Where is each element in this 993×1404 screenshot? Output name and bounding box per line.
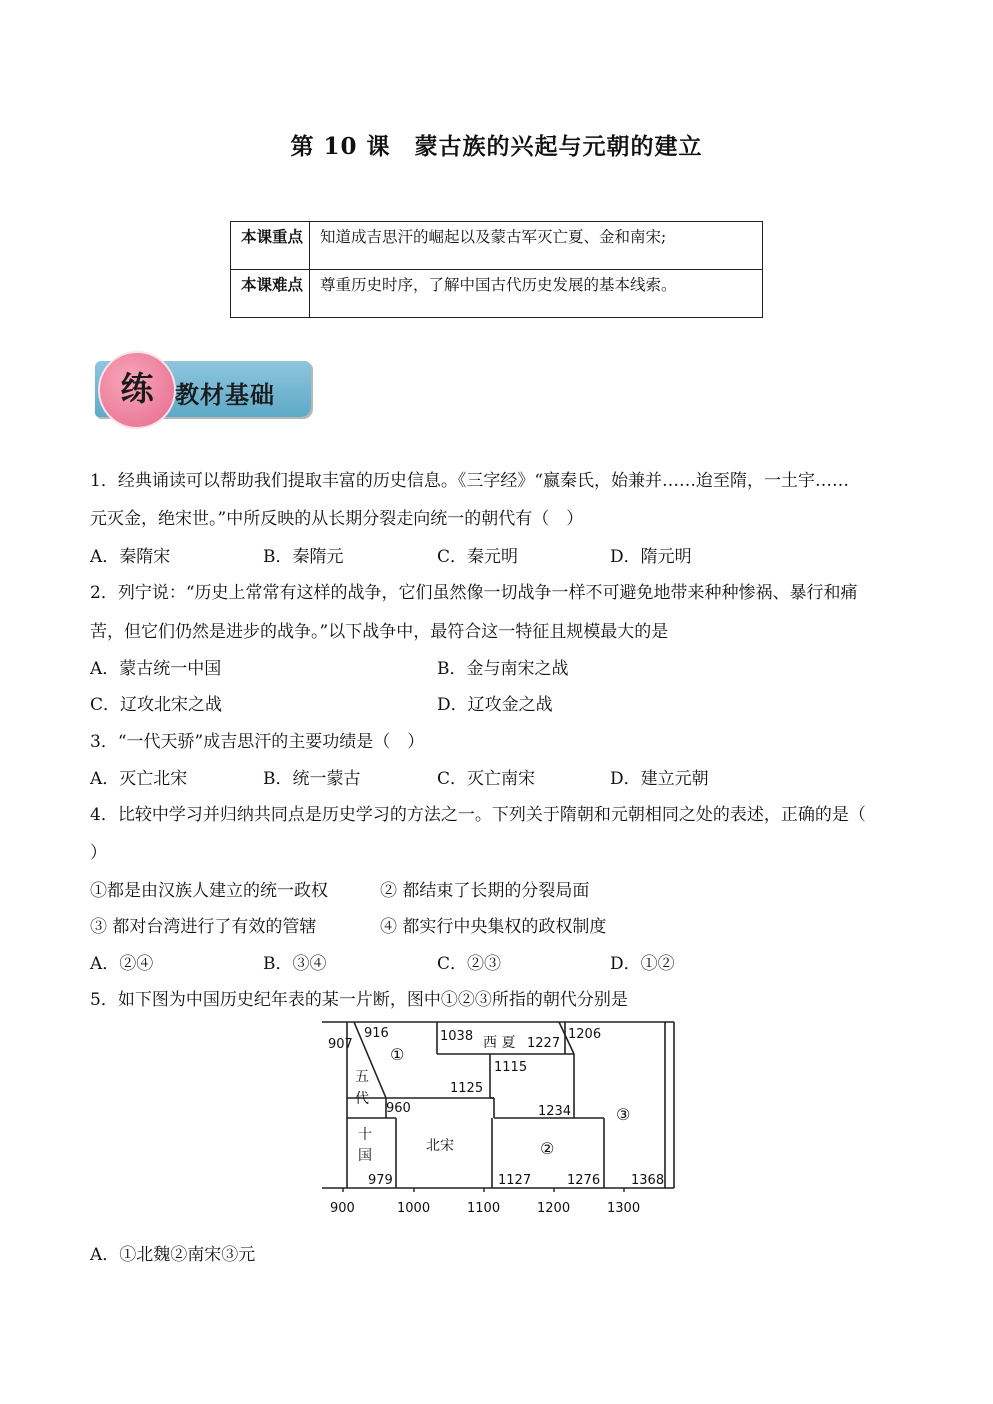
label-960: 960 <box>386 1101 411 1116</box>
q2-option-a: A．蒙古统一中国 <box>90 659 222 679</box>
label-circle-3: ③ <box>616 1105 631 1124</box>
section-banner <box>95 359 311 417</box>
lesson-focus-table <box>230 221 763 318</box>
q1-line1: 1．经典诵读可以帮助我们提取丰富的历史信息。《三字经》“嬴秦氏，始兼并……迨至隋，一土宇…… <box>90 471 850 491</box>
q4-statement-4: ④ 都实行中央集权的政权制度 <box>380 917 607 937</box>
q1-line2: 元灭金，绝宋世。”中所反映的从长期分裂走向统一的朝代有（ ） <box>90 509 584 529</box>
label-916: 916 <box>364 1026 389 1041</box>
difficulty-label: 本课难点 <box>231 270 310 318</box>
axis-tick-1000: 1000 <box>397 1201 431 1216</box>
label-979: 979 <box>368 1173 393 1188</box>
dynasty-timeline-diagram <box>322 1018 682 1220</box>
q5-line1: 5．如下图为中国历史纪年表的某一片断，图中①②③所指的朝代分别是 <box>90 990 628 1010</box>
label-1234: 1234 <box>538 1104 572 1119</box>
label-beisong: 北宋 <box>426 1138 454 1154</box>
q1-option-a: A．秦隋宋 <box>90 547 171 567</box>
q4-line2: ） <box>90 843 107 863</box>
q1-option-d: D．隋元明 <box>610 547 692 567</box>
banner-badge <box>98 351 176 429</box>
q2-line1: 2．列宁说：“历史上常常有这样的战争，它们虽然像一切战争一样不可避免地带来种种惨祸、暴行和痛 <box>90 583 858 603</box>
q4-statement-3: ③ 都对台湾进行了有效的管辖 <box>90 917 317 937</box>
axis-tick-1300: 1300 <box>607 1201 641 1216</box>
label-circle-2: ② <box>540 1139 555 1158</box>
label-shiguo-1: 十 <box>358 1127 372 1143</box>
key-text: 知道成吉思汗的崛起以及蒙古军灭亡夏、金和南宋; <box>310 222 763 270</box>
q2-option-b: B．金与南宋之战 <box>437 659 569 679</box>
q3-option-b: B．统一蒙古 <box>263 769 361 789</box>
q3-line1: 3．“一代天骄”成吉思汗的主要功绩是（ ） <box>90 732 425 752</box>
axis-tick-1100: 1100 <box>467 1201 501 1216</box>
q4-statement-2: ② 都结束了长期的分裂局面 <box>380 881 590 901</box>
axis-tick-900: 900 <box>330 1201 355 1216</box>
label-wudai-1: 五 <box>355 1069 369 1085</box>
q3-option-a: A．灭亡北宋 <box>90 769 188 789</box>
q4-statement-1: ①都是由汉族人建立的统一政权 <box>90 881 328 901</box>
focus-row-key <box>231 222 763 270</box>
label-1276: 1276 <box>567 1173 601 1188</box>
label-1038: 1038 <box>440 1029 474 1044</box>
q1-option-b: B．秦隋元 <box>263 547 344 567</box>
axis-tick-1200: 1200 <box>537 1201 571 1216</box>
label-1206: 1206 <box>568 1027 602 1042</box>
label-1227: 1227 <box>527 1036 561 1051</box>
focus-row-difficulty <box>231 270 763 318</box>
q4-option-c: C．②③ <box>437 954 502 974</box>
q2-option-c: C．辽攻北宋之战 <box>90 695 223 715</box>
q5-option-a: A．①北魏②南宋③元 <box>90 1245 256 1265</box>
label-1127: 1127 <box>498 1173 532 1188</box>
label-1125: 1125 <box>450 1081 484 1096</box>
key-label: 本课重点 <box>231 222 310 270</box>
q4-option-d: D．①② <box>610 954 675 974</box>
q3-option-c: C．灭亡南宋 <box>437 769 536 789</box>
q2-option-d: D．辽攻金之战 <box>437 695 553 715</box>
q1-option-c: C．秦元明 <box>437 547 519 567</box>
label-1115: 1115 <box>494 1060 528 1075</box>
label-1368: 1368 <box>631 1173 665 1188</box>
q4-option-a: A．②④ <box>90 954 154 974</box>
difficulty-text: 尊重历史时序，了解中国古代历史发展的基本线索。 <box>310 270 763 318</box>
label-907: 907 <box>328 1037 353 1052</box>
q4-option-b: B．③④ <box>263 954 327 974</box>
q3-option-d: D．建立元朝 <box>610 769 709 789</box>
label-wudai-2: 代 <box>355 1091 369 1107</box>
page-title: 第 10 课 蒙古族的兴起与元朝的建立 <box>290 133 703 160</box>
label-circle-1: ① <box>390 1045 405 1064</box>
banner-label: 教材基础 <box>175 380 275 409</box>
q2-line2: 苦，但它们仍然是进步的战争。”以下战争中，最符合这一特征且规模最大的是 <box>90 622 669 642</box>
label-shiguo-2: 国 <box>358 1148 372 1164</box>
banner-badge-text: 练 <box>120 369 154 408</box>
label-xixia: 西 夏 <box>483 1035 516 1051</box>
q4-line1: 4．比较中学习并归纳共同点是历史学习的方法之一。下列关于隋朝和元朝相同之处的表述，正确的是（ <box>90 805 866 825</box>
